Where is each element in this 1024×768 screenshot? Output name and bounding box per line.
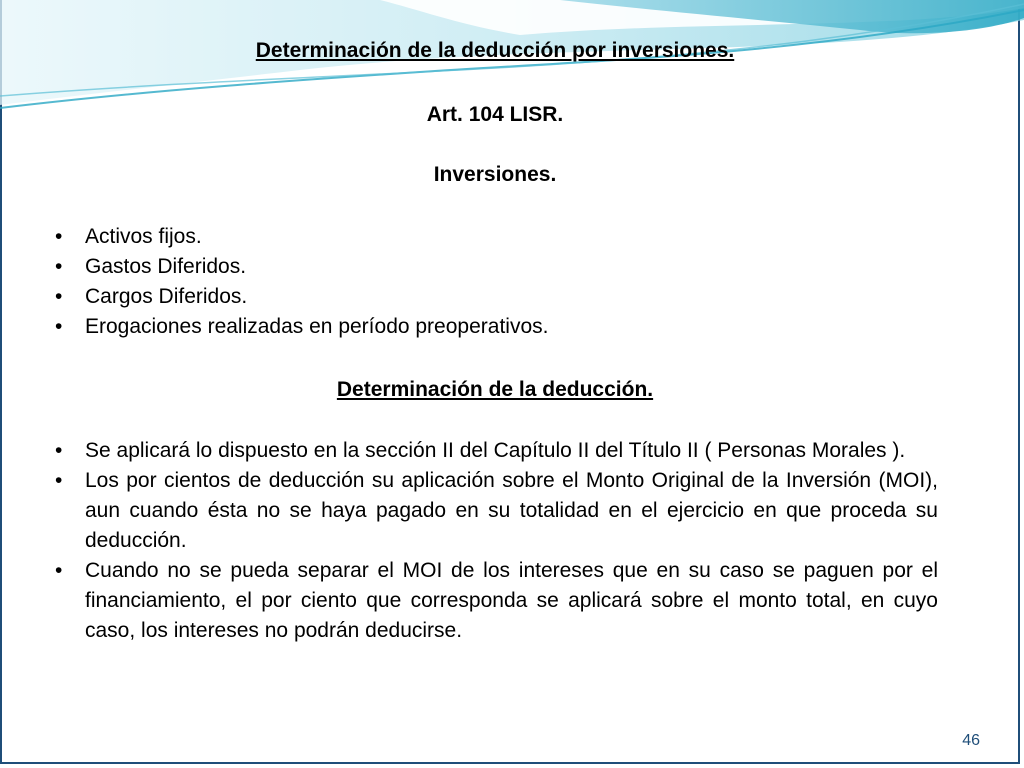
deduction-rules-list: [50, 436, 938, 646]
investments-list: [50, 222, 938, 342]
bullet-icon: •: [55, 439, 63, 462]
section-heading-inversiones: Inversiones.: [433, 163, 557, 186]
list-item: • Erogaciones realizadas en período preoperativos.: [50, 312, 938, 342]
list-item: • Gastos Diferidos.: [50, 252, 938, 282]
bullet-icon: •: [55, 225, 63, 248]
list-item: • Cargos Diferidos.: [50, 282, 938, 312]
list-item: • Los por cientos de deducción su aplicación sobre el Monto Original de la Inversión (MOI), aun cuando ésta no se haya pagado en su totalidad en el ejercicio en que proceda su deducción.: [50, 466, 938, 556]
bullet-icon: •: [55, 315, 63, 338]
list-item: • Cuando no se pueda separar el MOI de los intereses que en su caso se paguen por el financiamiento, el por ciento que corresponda se aplicará sobre el monto total, en cuyo caso, los intereses no podrán deducirse.: [50, 556, 938, 646]
bullet-icon: •: [55, 469, 63, 492]
subheading-determinacion: Determinación de la deducción.: [336, 378, 654, 401]
list-item: • Se aplicará lo dispuesto en la sección II del Capítulo II del Título II ( Personas Morales ).: [50, 436, 938, 466]
article-reference: Art. 104 LISR.: [426, 103, 564, 126]
bullet-icon: •: [55, 559, 63, 582]
slide-title: Determinación de la deducción por inversiones.: [255, 39, 735, 62]
list-item: • Activos fijos.: [50, 222, 938, 252]
bullet-icon: •: [55, 285, 63, 308]
page-number: 46: [962, 732, 980, 749]
bullet-icon: •: [55, 255, 63, 278]
